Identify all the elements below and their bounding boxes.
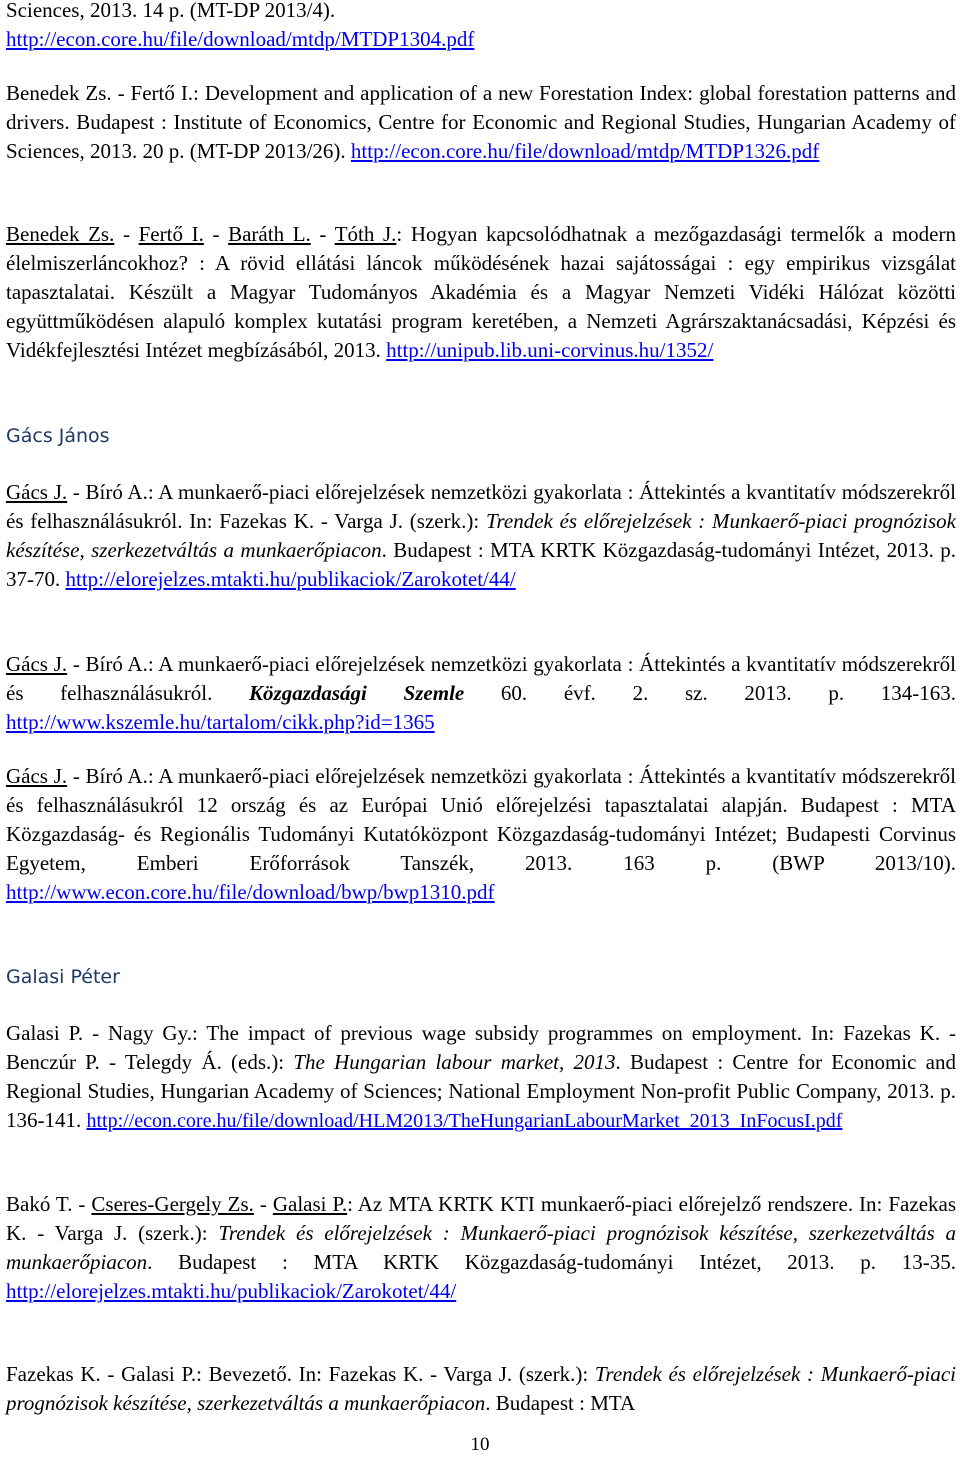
- author-separator: -: [203, 222, 229, 246]
- author-name: Bakó T.: [6, 1192, 73, 1216]
- reference-entry: [6, 1190, 956, 1306]
- author-link[interactable]: Benedek Zs.: [6, 222, 115, 246]
- reference-text: . Budapest : MTA: [485, 1391, 636, 1415]
- reference-url-link[interactable]: http://www.econ.core.hu/file/download/bwp/bwp1310.pdf: [6, 880, 495, 904]
- reference-url-link[interactable]: http://econ.core.hu/file/download/mtdp/MTDP1304.pdf: [6, 27, 475, 51]
- reference-text: . Budapest : MTA KRTK Közgazdaság-tudományi Intézet, 2013. p. 13-35.: [147, 1250, 956, 1274]
- reference-url-link[interactable]: http://elorejelzes.mtakti.hu/publikaciok/Zarokotet/44/: [6, 1279, 457, 1303]
- reference-entry: [6, 478, 956, 594]
- author-link[interactable]: Tóth J.: [334, 222, 397, 246]
- author-heading: Gács János: [6, 425, 110, 447]
- author-heading: Galasi Péter: [6, 966, 120, 988]
- reference-entry: [6, 0, 956, 54]
- author-link[interactable]: Cseres-Gergely Zs.: [91, 1192, 254, 1216]
- reference-entry: [6, 762, 956, 907]
- author-separator: -: [310, 222, 335, 246]
- author-separator: -: [253, 1192, 273, 1216]
- reference-text: Galasi P. - Nagy Gy.: The impact of previous wage subsidy programmes on employment. In: Fazekas K. - Benczúr P. - Telegdy Á. (eds.):: [6, 1021, 956, 1074]
- author-link[interactable]: Gács J.: [6, 480, 68, 504]
- author-separator: -: [72, 1192, 92, 1216]
- author-link[interactable]: Baráth L.: [228, 222, 311, 246]
- reference-text: Sciences, 2013. 14 p. (MT-DP 2013/4).: [6, 0, 336, 22]
- reference-entry: [6, 1360, 956, 1418]
- journal-title: Közgazdasági Szemle: [249, 681, 465, 705]
- reference-entry: [6, 79, 956, 166]
- reference-text: : Hogyan kapcsolódhatnak a mezőgazdasági termelők a modern élelmiszerláncokhoz? : A rövid ellátási láncok működésének hazai sajátosságai : egy empirikus vizsgálat tapasztalatai. Készült a Magyar Tudományos Akadémia és a Magyar Nemzeti Vidéki Hálózat közötti együttműködésen alapuló komplex kutatási program keretében, a Nemzeti Agrárszaktanácsadási, Képzési és Vidékfejlesztési Intézet megbízásából, 2013.: [6, 222, 956, 362]
- reference-text: Fazekas K. - Galasi P.: Bevezető. In: Fazekas K. - Varga J. (szerk.):: [6, 1362, 595, 1386]
- reference-text: 60. évf. 2. sz. 2013. p. 134-163.: [464, 681, 956, 705]
- reference-text: - Bíró A.: A munkaerő-piaci előrejelzések nemzetközi gyakorlata : Áttekintés a kvantitatív módszerekről és felhasználásukról.: [6, 652, 957, 705]
- reference-entry: [6, 650, 956, 737]
- reference-url-link[interactable]: http://elorejelzes.mtakti.hu/publikaciok/Zarokotet/44/: [65, 567, 516, 591]
- page-number: 10: [470, 1434, 490, 1455]
- reference-text: Benedek Zs. - Fertő I.: Development and application of a new Forestation Index: global forestation patterns and drivers. Budapest : Institute of Economics, Centre for Economic and Regional Studies, Hungarian Academy of Sciences, 2013. 20 p. (MT-DP 2013/26).: [6, 81, 956, 163]
- reference-entry: [6, 1019, 956, 1136]
- reference-url-link[interactable]: http://unipub.lib.uni-corvinus.hu/1352/: [386, 338, 714, 362]
- author-link[interactable]: Galasi P.: [272, 1192, 348, 1216]
- reference-text: - Bíró A.: A munkaerő-piaci előrejelzések nemzetközi gyakorlata : Áttekintés a kvantitatív módszerekről és felhasználásukról. In: Fazekas K. - Varga J. (szerk.):: [6, 480, 957, 533]
- author-link[interactable]: Fertő I.: [138, 222, 204, 246]
- reference-text: . Budapest : MTA KRTK Közgazdaság-tudományi Intézet, 2013. p. 37-70.: [6, 538, 956, 591]
- reference-url-link[interactable]: http://econ.core.hu/file/download/HLM2013/TheHungarianLabourMarket_2013_InFocusI.pdf: [86, 1110, 843, 1132]
- author-link[interactable]: Gács J.: [6, 764, 68, 788]
- reference-text: . Budapest : Centre for Economic and Regional Studies, Hungarian Academy of Sciences; National Employment Non-profit Public Company, 2013. p. 136-141.: [6, 1050, 956, 1132]
- reference-text: - Bíró A.: A munkaerő-piaci előrejelzések nemzetközi gyakorlata : Áttekintés a kvantitatív módszerekről és felhasználásukról 12 ország és az Európai Unió előrejelzési tapasztalatai alapján. Budapest : MTA Közgazdaság- és Regionális Tudományi Kutatóközpont Közgazdaság-tudományi Intézet; Budapesti Corvinus Egyetem, Emberi Erőforrások Tanszék, 2013. 163 p. (BWP 2013/10).: [6, 764, 957, 875]
- reference-url-link[interactable]: http://www.kszemle.hu/tartalom/cikk.php?id=1365: [6, 710, 435, 734]
- book-title: Trendek és előrejelzések : Munkaerő-piaci prognózisok készítése, szerkezetváltás a munkaerőpiacon: [6, 509, 956, 562]
- author-separator: -: [114, 222, 139, 246]
- book-title: Trendek és előrejelzések : Munkaerő-piaci prognózisok készítése, szerkezetváltás a munkaerőpiacon: [6, 1221, 956, 1274]
- reference-text: : Az MTA KRTK KTI munkaerő-piaci előrejelző rendszere. In: Fazekas K. - Varga J. (szerk.):: [6, 1192, 957, 1245]
- book-title: Trendek és előrejelzések : Munkaerő-piaci prognózisok készítése, szerkezetváltás a munkaerőpiacon: [6, 1362, 956, 1415]
- author-link[interactable]: Gács J.: [6, 652, 68, 676]
- book-title: The Hungarian labour market, 2013: [293, 1050, 616, 1074]
- reference-url-link[interactable]: http://econ.core.hu/file/download/mtdp/MTDP1326.pdf: [350, 139, 820, 163]
- reference-entry: [6, 220, 956, 365]
